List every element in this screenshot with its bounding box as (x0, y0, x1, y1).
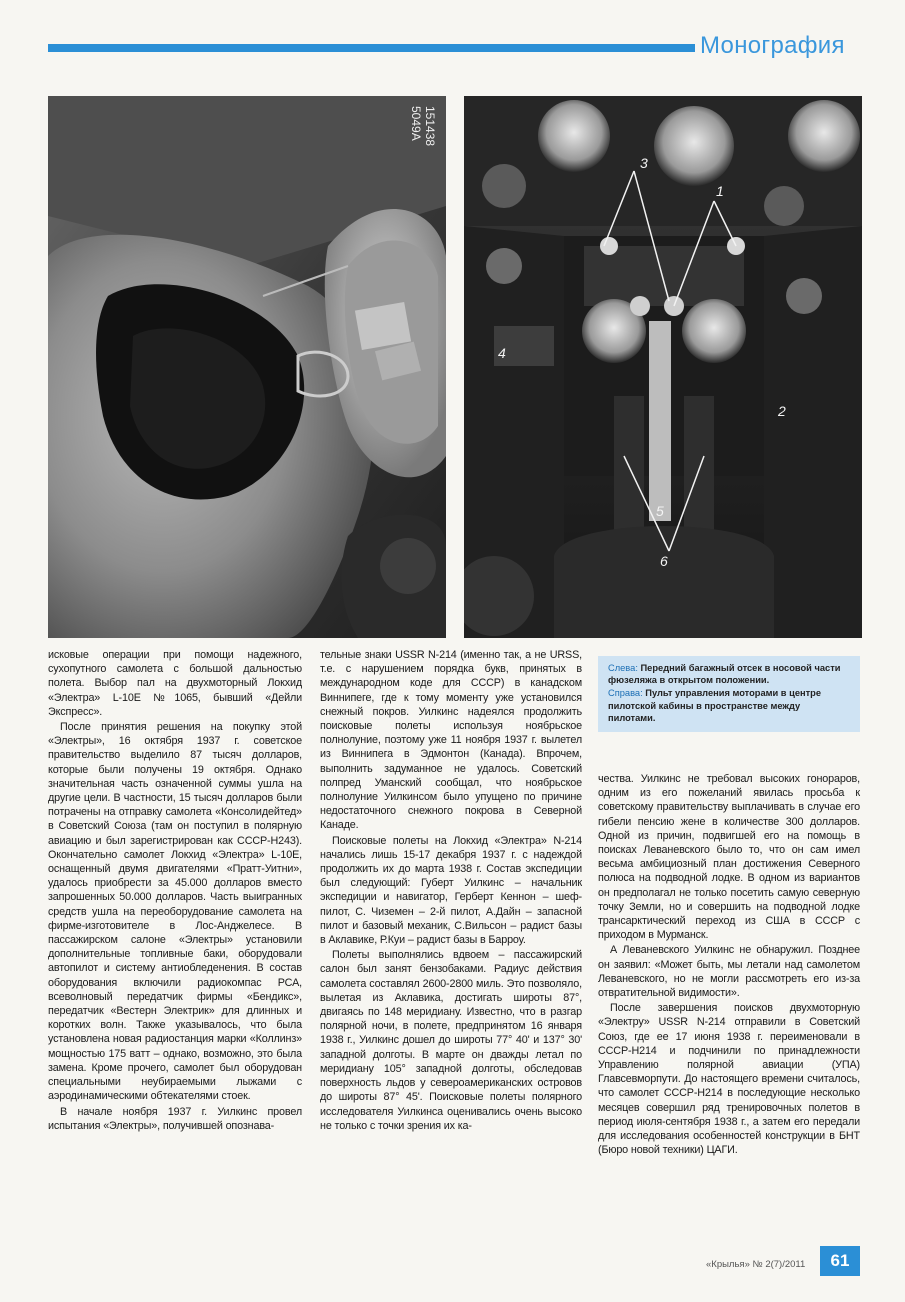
caption-left-label: Слева: (608, 663, 638, 673)
paragraph: А Леваневского Уилкинс не обнаружил. Позднее он заявил: «Может быть, мы летали над самолетом Леваневского, но не могли рассмотреть его из-за отвратительной видимости». (598, 944, 860, 1000)
article-column-2 (320, 648, 582, 1134)
caption-left (608, 662, 850, 686)
paragraph: После принятия решения на покупку этой «Электры», 16 октября 1937 г. советское правительство выделило 87 тысяч долларов, которые были получены 19 октября. Однако значительная часть означенной суммы ушла на другие цели. В частности, 15 тысяч долларов были потрачены на отправку самолета «Консолидейтед» в Советский Союза (там он поступил в полярную авиацию и был зарегистрирован как СССР-Н243). Окончательно самолет Локхид «Электра» L-10E, оснащенный двумя двигателями «Пратт-Уитни», удалось приобрести за 45.000 долларов вместо запрошенных 50.000 долларов. Часть выигранных средств ушла на переоборудование самолета на фирме-изготовителе в Лос-Анджелесе. В пассажирском салоне «Электры» установили дополнительные топливные баки, оборудовали автопилот и систему антиобледенения. В состав оборудования включили радиокомпас РСА, всеволновый передатчик фирмы «Бендикс», передатчик «Вестерн Электрик» для длинных и коротких волн. Также указывалось, что была установлена новая радиостанция марки «Коллинз» мощностью 175 ватт – однако, возможно, это была замена. Кроме прочего, самолет был оборудован специальными неубираемыми лыжами с аэродинамическими обтекателями стоек. (48, 721, 302, 1103)
paragraph: исковые операции при помощи надежного, сухопутного самолета с большой дальностью полета. Выбор пал на двухмоторный Локхид «Электра» L-10E №1065, бывший «Дейли Экспресс». (48, 649, 302, 718)
paragraph: Поисковые полеты на Локхид «Электра» N-214 начались лишь 15-17 декабря 1937 г. с надеждой продолжить их до марта 1938 г. Состав экспедиции был следующий: Губерт Уилкинс – начальник экспедиции и навигатор, Герберт Кеннон – шеф-пилот, С. Чиземен – 2-й пилот, А.Дайн – запасной пилот и базовый механик, С.Вильсон – радист базы в Аклавике, Р.Куи – радист базы в Барроу. (320, 834, 582, 947)
photo-inscription-bottom: 151438 (423, 106, 437, 147)
forward-baggage-compartment-photo (48, 96, 446, 638)
marker-3: 3 (640, 155, 648, 171)
magazine-issue: «Крылья» № 2(7)/2011 (706, 1259, 806, 1270)
engine-control-panel-photo (464, 96, 862, 638)
marker-2: 2 (778, 403, 786, 419)
control-panel-photo-drawing (464, 96, 862, 638)
caption-right (608, 687, 850, 724)
caption-right-text: Пульт управления моторами в центре пилотской кабины в пространстве между пилотами. (608, 688, 822, 723)
paragraph: После завершения поисков двухмоторную «Электру» USSR N-214 отправили в Советский Союз, где ее 17 июня 1938 г. переименовали в СССР-Н214 и подчинили по принадлежности Управлению полярной авиации (УПА) Главсевморпути. До настоящего времени считалось, что самолет СССР-Н214 в последующие несколько месяцев совершил ряд тренировочных полетов в период июля-сентября 1938 г., а затем его передали для исследования особенностей конструкции в БНТ (Бюро новой техники) ЦАГИ. (598, 1002, 860, 1157)
photo-inscription-top: 5049А (409, 106, 423, 141)
header-accent-bar (48, 44, 695, 52)
section-title: Монография (700, 32, 845, 59)
paragraph: В начале ноября 1937 г. Уилкинс провел испытания «Электры», получившей опознава- (48, 1105, 302, 1132)
caption-left-text: Передний багажный отсек в носовой части фюзеляжа в открытом положении. (608, 663, 841, 686)
marker-4: 4 (498, 345, 506, 361)
paragraph: чества. Уилкинс не требовал высоких гонораров, одним из его пожеланий явилась просьба к советскому правительству выплачивать в случае его гибели пенсию жене в количестве 300 долларов. Одной из причин, подвигшей его на помощь в поисках Леваневского было то, что он сам имел весьма амбициозный план достижения Северного полюса на подводной лодке. В одном из вариантов он предполагал не только посетить самую северную точку Земли, но и совершить на подводной лодке трансарктический переход из США в СССР с приходом в Мурманск. (598, 773, 860, 942)
article-column-3 (598, 772, 860, 1158)
marker-5: 5 (656, 503, 664, 519)
photo-caption (598, 656, 860, 732)
paragraph: Полеты выполнялись вдвоем – пассажирский салон был занят бензобаками. Радиус действия самолета составлял 2600-2800 миль. Это позволяло, вылетая из Аклавика, достигать широты 87°, двигаясь по 148 меридиану. Известно, что в разгар полярной ночи, в полете, предпринятом 16 января 1938 г., Уилкинс дошел до широты 77° 40' и 137° 30' западной долготы. В марте он дважды летал по меридиану 105° западной долготы, обследовав поверхность льдов у североамериканских островов до широты 87° 45'. Поисковые полеты полярного исследователя Уилкинса оценивались очень высоко не только с точки зрения их ка- (320, 949, 582, 1132)
marker-6: 6 (660, 553, 668, 569)
marker-1: 1 (716, 183, 724, 199)
caption-right-label: Справа: (608, 688, 643, 699)
baggage-photo-drawing (48, 96, 446, 638)
paragraph: тельные знаки USSR N-214 (именно так, а не URSS, т.е. с нарушением порядка букв, принятых в международном коде для СССР) в канадском Виннипеге, где к тому моменту уже установился снежный покров. Уилкинс надеялся продолжить поисковые полеты используя ноябрьское полнолуние, поэтому уже 11 ноября 1937 г. вылетел из Виннипега в Эдмонтон (Канада). Впрочем, выполнить задуманное не удалось. Советский полпред Уманский сообщал, что ноябрьское полнолуние Уилкинсом было упущено по причине недостаточного снежного покрова в Северной Канаде. (320, 649, 582, 832)
article-column-1 (48, 648, 302, 1134)
page-number: 61 (820, 1246, 860, 1276)
